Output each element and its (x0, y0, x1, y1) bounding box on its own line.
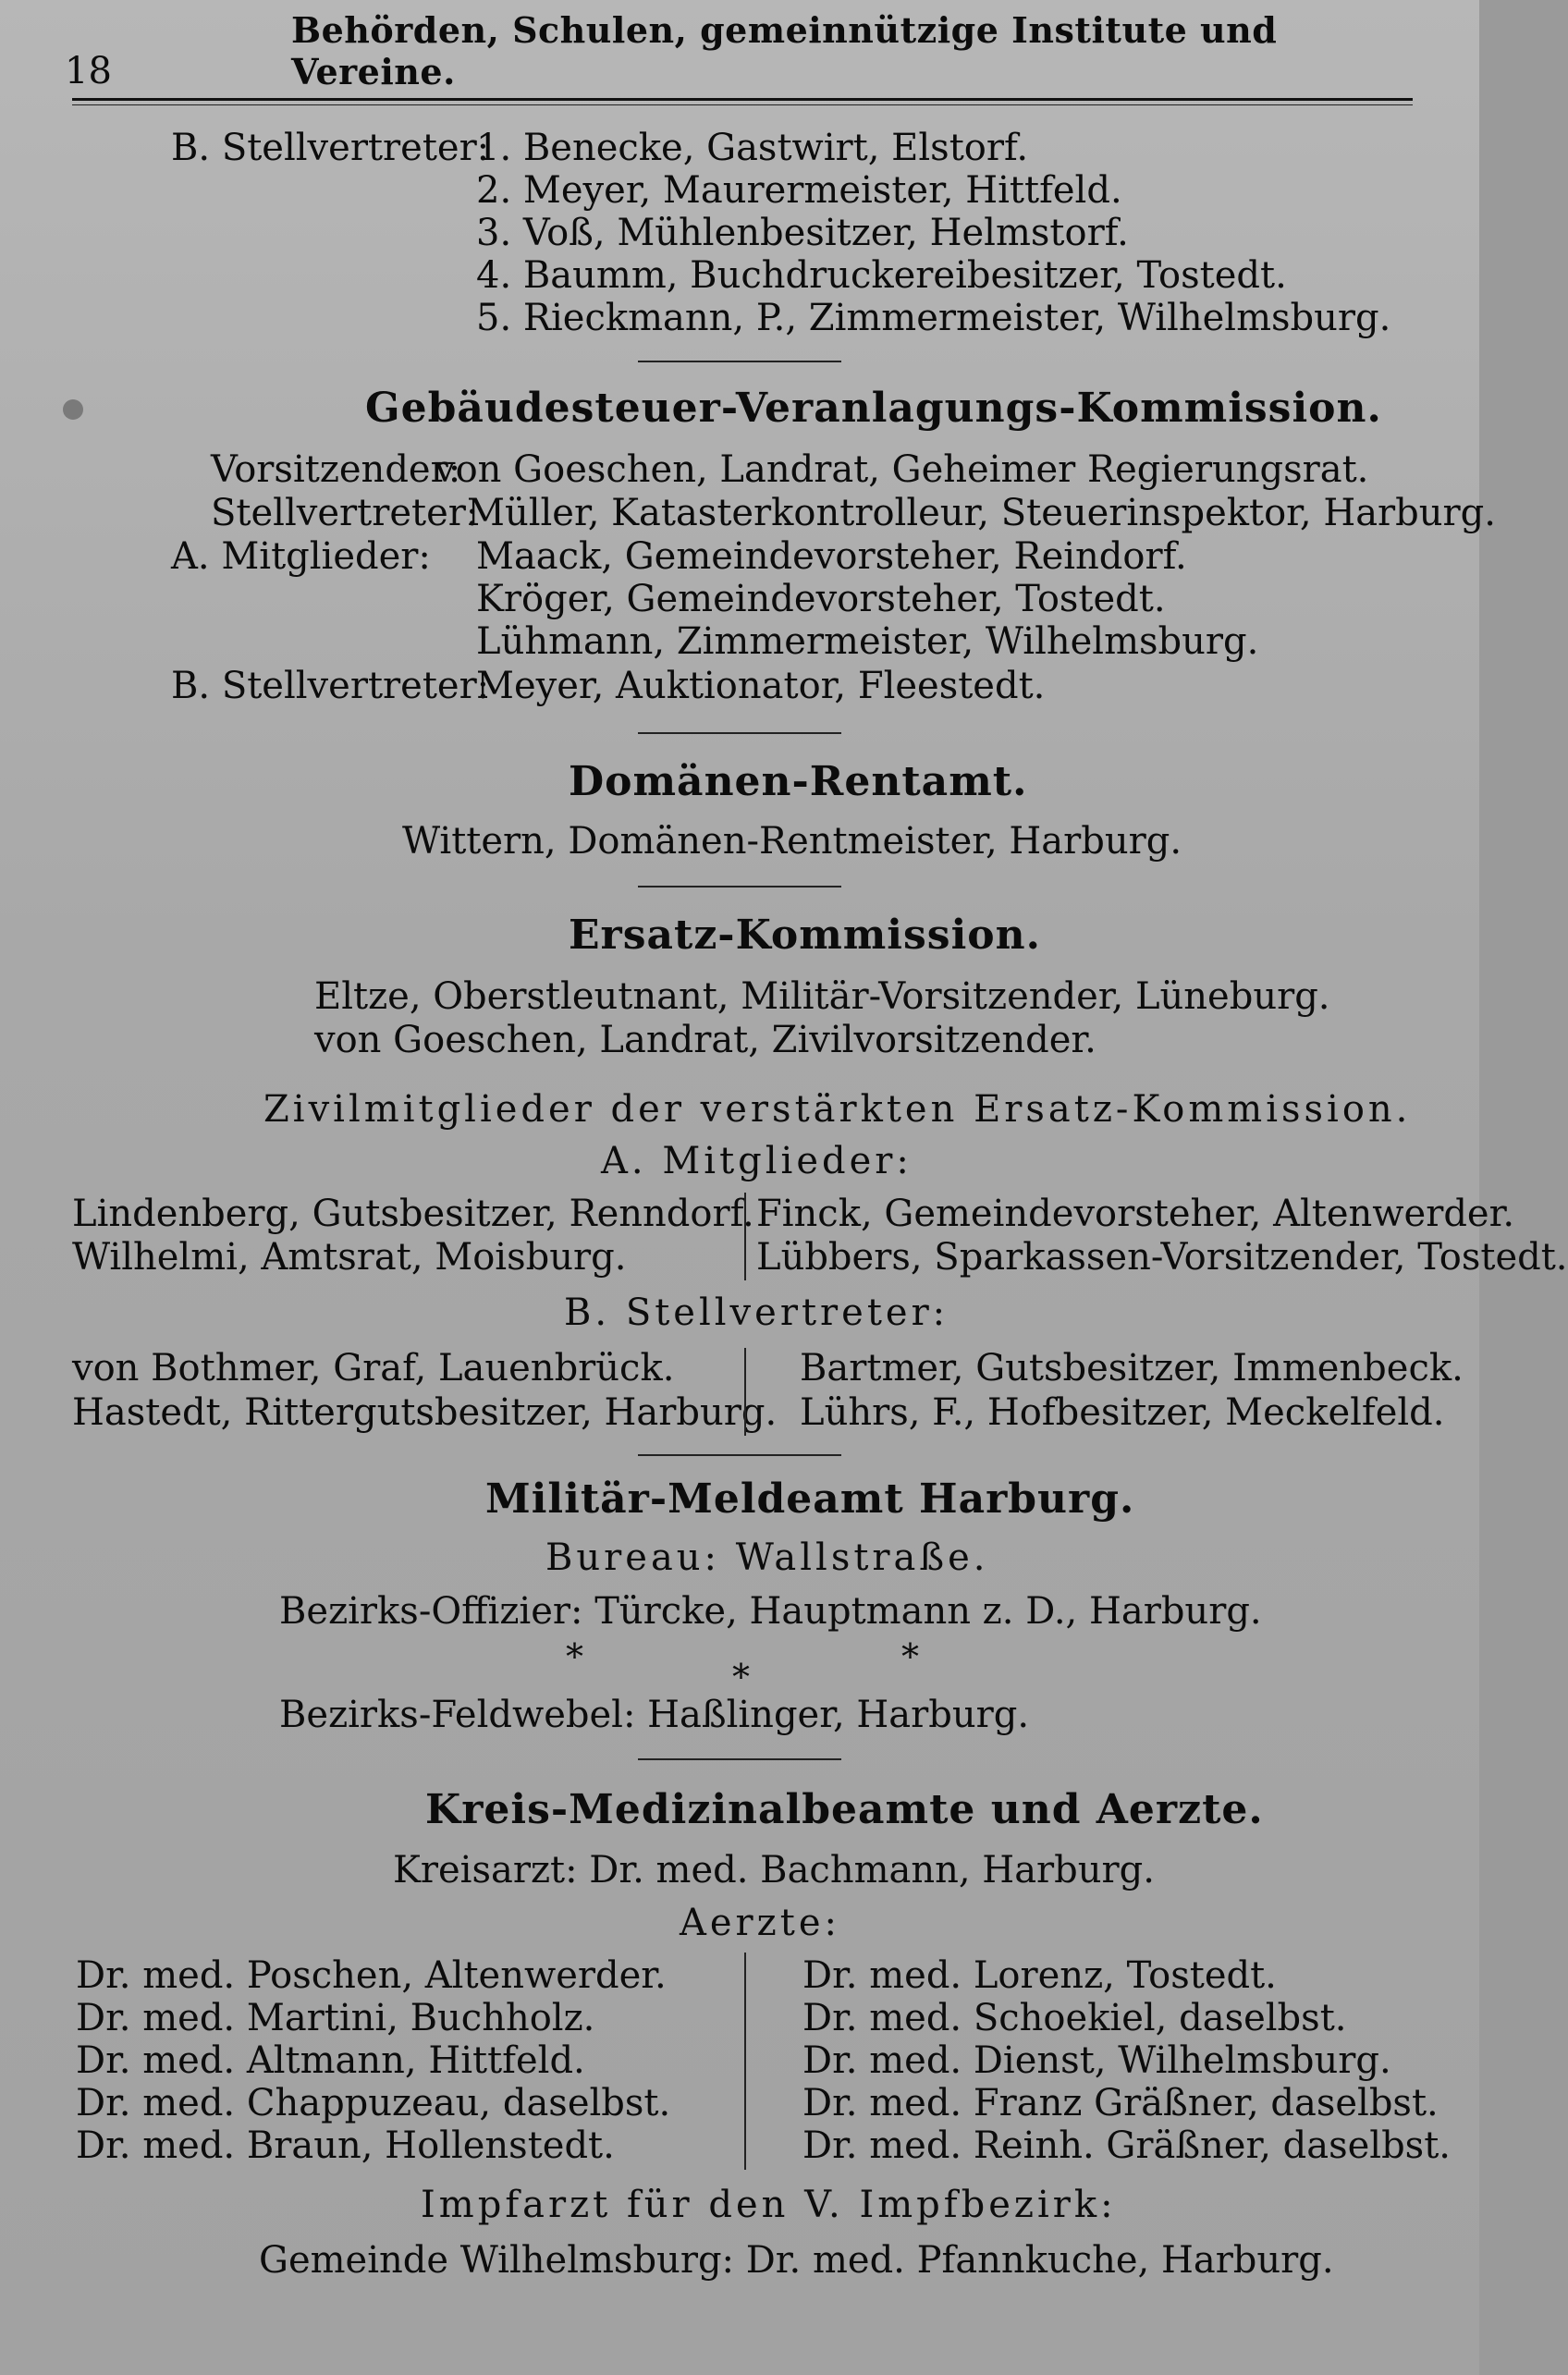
section-title-medizinal: Kreis-Medizinalbeamte und Aerzte. (425, 1786, 1264, 1833)
arzt-left-item: Dr. med. Braun, Hollenstedt. (76, 2124, 615, 2167)
section-separator (638, 1454, 841, 1456)
impfarzt-text: Gemeinde Wilhelmsburg: Dr. med. Pfannkuche, Harburg. (259, 2239, 1334, 2282)
kreisarzt-line: Kreisarzt: Dr. med. Bachmann, Harburg. (393, 1849, 1155, 1891)
asterisk: * (901, 1636, 919, 1677)
bezirks-offizier: Bezirks-Offizier: Türcke, Hauptmann z. D., Harburg. (279, 1590, 1262, 1633)
asterisk: * (566, 1636, 583, 1677)
intro-item: 1. Benecke, Gastwirt, Elstorf. (476, 127, 1029, 169)
member-item: Kröger, Gemeindevorsteher, Tostedt. (476, 578, 1166, 620)
b-stellvertreter-label: B. Stellvertreter: (171, 665, 490, 707)
impfarzt-heading: Impfarzt für den V. Impfbezirk: (421, 2184, 1117, 2226)
section-title-domaenen: Domänen-Rentamt. (569, 758, 1028, 805)
ersatz-line: von Goeschen, Landrat, Zivilvorsitzender. (314, 1019, 1096, 1061)
page-header (65, 9, 1405, 92)
ink-smudge (63, 399, 83, 420)
ersatz-line: Eltze, Oberstleutnant, Militär-Vorsitzender, Lüneburg. (314, 975, 1330, 1018)
member-item: Lühmann, Zimmermeister, Wilhelmsburg. (476, 620, 1259, 663)
intro-item: 2. Meyer, Maurermeister, Hittfeld. (476, 169, 1122, 212)
arzt-left-item: Dr. med. Chappuzeau, daselbst. (76, 2082, 671, 2124)
ersatz-b-right-item: Lührs, F., Hofbesitzer, Meckelfeld. (800, 1391, 1445, 1434)
section-separator (638, 361, 841, 362)
arzt-right-item: Dr. med. Lorenz, Tostedt. (802, 1954, 1277, 1997)
domaenen-text: Wittern, Domänen-Rentmeister, Harburg. (402, 820, 1182, 863)
arzt-left-item: Dr. med. Poschen, Altenwerder. (76, 1954, 667, 1997)
column-divider (744, 1348, 746, 1436)
vorsitzender-text: von Goeschen, Landrat, Geheimer Regierungsrat. (435, 448, 1369, 491)
arzt-right-item: Dr. med. Schoekiel, daselbst. (802, 1997, 1347, 2039)
stellvertreter-label: Stellvertreter: (211, 492, 479, 534)
aerzte-heading: Aerzte: (680, 1902, 840, 1944)
b-stellvertreter-text: Meyer, Auktionator, Fleestedt. (476, 665, 1046, 707)
intro-label: B. Stellvertreter: (171, 127, 490, 169)
running-title: Behörden, Schulen, gemeinnützige Institute und Vereine. (290, 9, 1278, 92)
arzt-right-item: Dr. med. Dienst, Wilhelmsburg. (802, 2039, 1391, 2082)
a-mitglieder-heading: A. Mitglieder: (601, 1140, 913, 1182)
ersatz-a-left-item: Wilhelmi, Amtsrat, Moisburg. (72, 1236, 627, 1279)
ersatz-a-right-item: Finck, Gemeindevorsteher, Altenwerder. (756, 1193, 1515, 1235)
stellvertreter-text: Müller, Katasterkontrolleur, Steuerinspektor, Harburg. (467, 492, 1496, 534)
section-title-ersatz: Ersatz-Kommission. (569, 912, 1041, 959)
header-rule (72, 98, 1413, 101)
ersatz-b-right-item: Bartmer, Gutsbesitzer, Immenbeck. (800, 1347, 1464, 1389)
ersatz-a-left-item: Lindenberg, Gutsbesitzer, Renndorf. (72, 1193, 754, 1235)
arzt-right-item: Dr. med. Reinh. Gräßner, daselbst. (802, 2124, 1451, 2167)
section-separator (638, 1758, 841, 1760)
ersatz-b-left-item: von Bothmer, Graf, Lauenbrück. (72, 1347, 675, 1389)
intro-item: 5. Rieckmann, P., Zimmermeister, Wilhelmsburg. (476, 297, 1391, 339)
ersatz-b-left-item: Hastedt, Rittergutsbesitzer, Harburg. (72, 1391, 778, 1434)
section-separator (638, 886, 841, 888)
arzt-left-item: Dr. med. Martini, Buchholz. (76, 1997, 595, 2039)
column-divider (744, 1953, 746, 2170)
section-separator (638, 732, 841, 734)
arzt-left-item: Dr. med. Altmann, Hittfeld. (76, 2039, 585, 2082)
ersatz-a-right-item: Lübbers, Sparkassen-Vorsitzender, Tostedt. (756, 1236, 1568, 1279)
intro-item: 3. Voß, Mühlenbesitzer, Helmstorf. (476, 212, 1129, 254)
asterisk: * (732, 1657, 750, 1697)
section-title-meldeamt: Militär-Meldeamt Harburg. (485, 1475, 1135, 1523)
bezirks-feldwebel: Bezirks-Feldwebel: Haßlinger, Harburg. (279, 1694, 1030, 1736)
header-rule-thin (72, 104, 1413, 105)
vorsitzender-label: Vorsitzender: (211, 448, 461, 491)
bureau-line: Bureau: Wallstraße. (545, 1536, 989, 1579)
mitglieder-label: A. Mitglieder: (171, 535, 431, 578)
b-stellvertreter-heading: B. Stellvertreter: (564, 1292, 949, 1334)
column-divider (744, 1193, 746, 1280)
zivil-heading: Zivilmitglieder der verstärkten Ersatz-Kommission. (263, 1088, 1412, 1131)
member-item: Maack, Gemeindevorsteher, Reindorf. (476, 535, 1187, 578)
page-number: 18 (65, 50, 112, 92)
arzt-right-item: Dr. med. Franz Gräßner, daselbst. (802, 2082, 1439, 2124)
intro-item: 4. Baumm, Buchdruckereibesitzer, Tostedt. (476, 254, 1287, 297)
section-title-gebaeudesteuer: Gebäudesteuer-Veranlagungs-Kommission. (365, 385, 1382, 432)
